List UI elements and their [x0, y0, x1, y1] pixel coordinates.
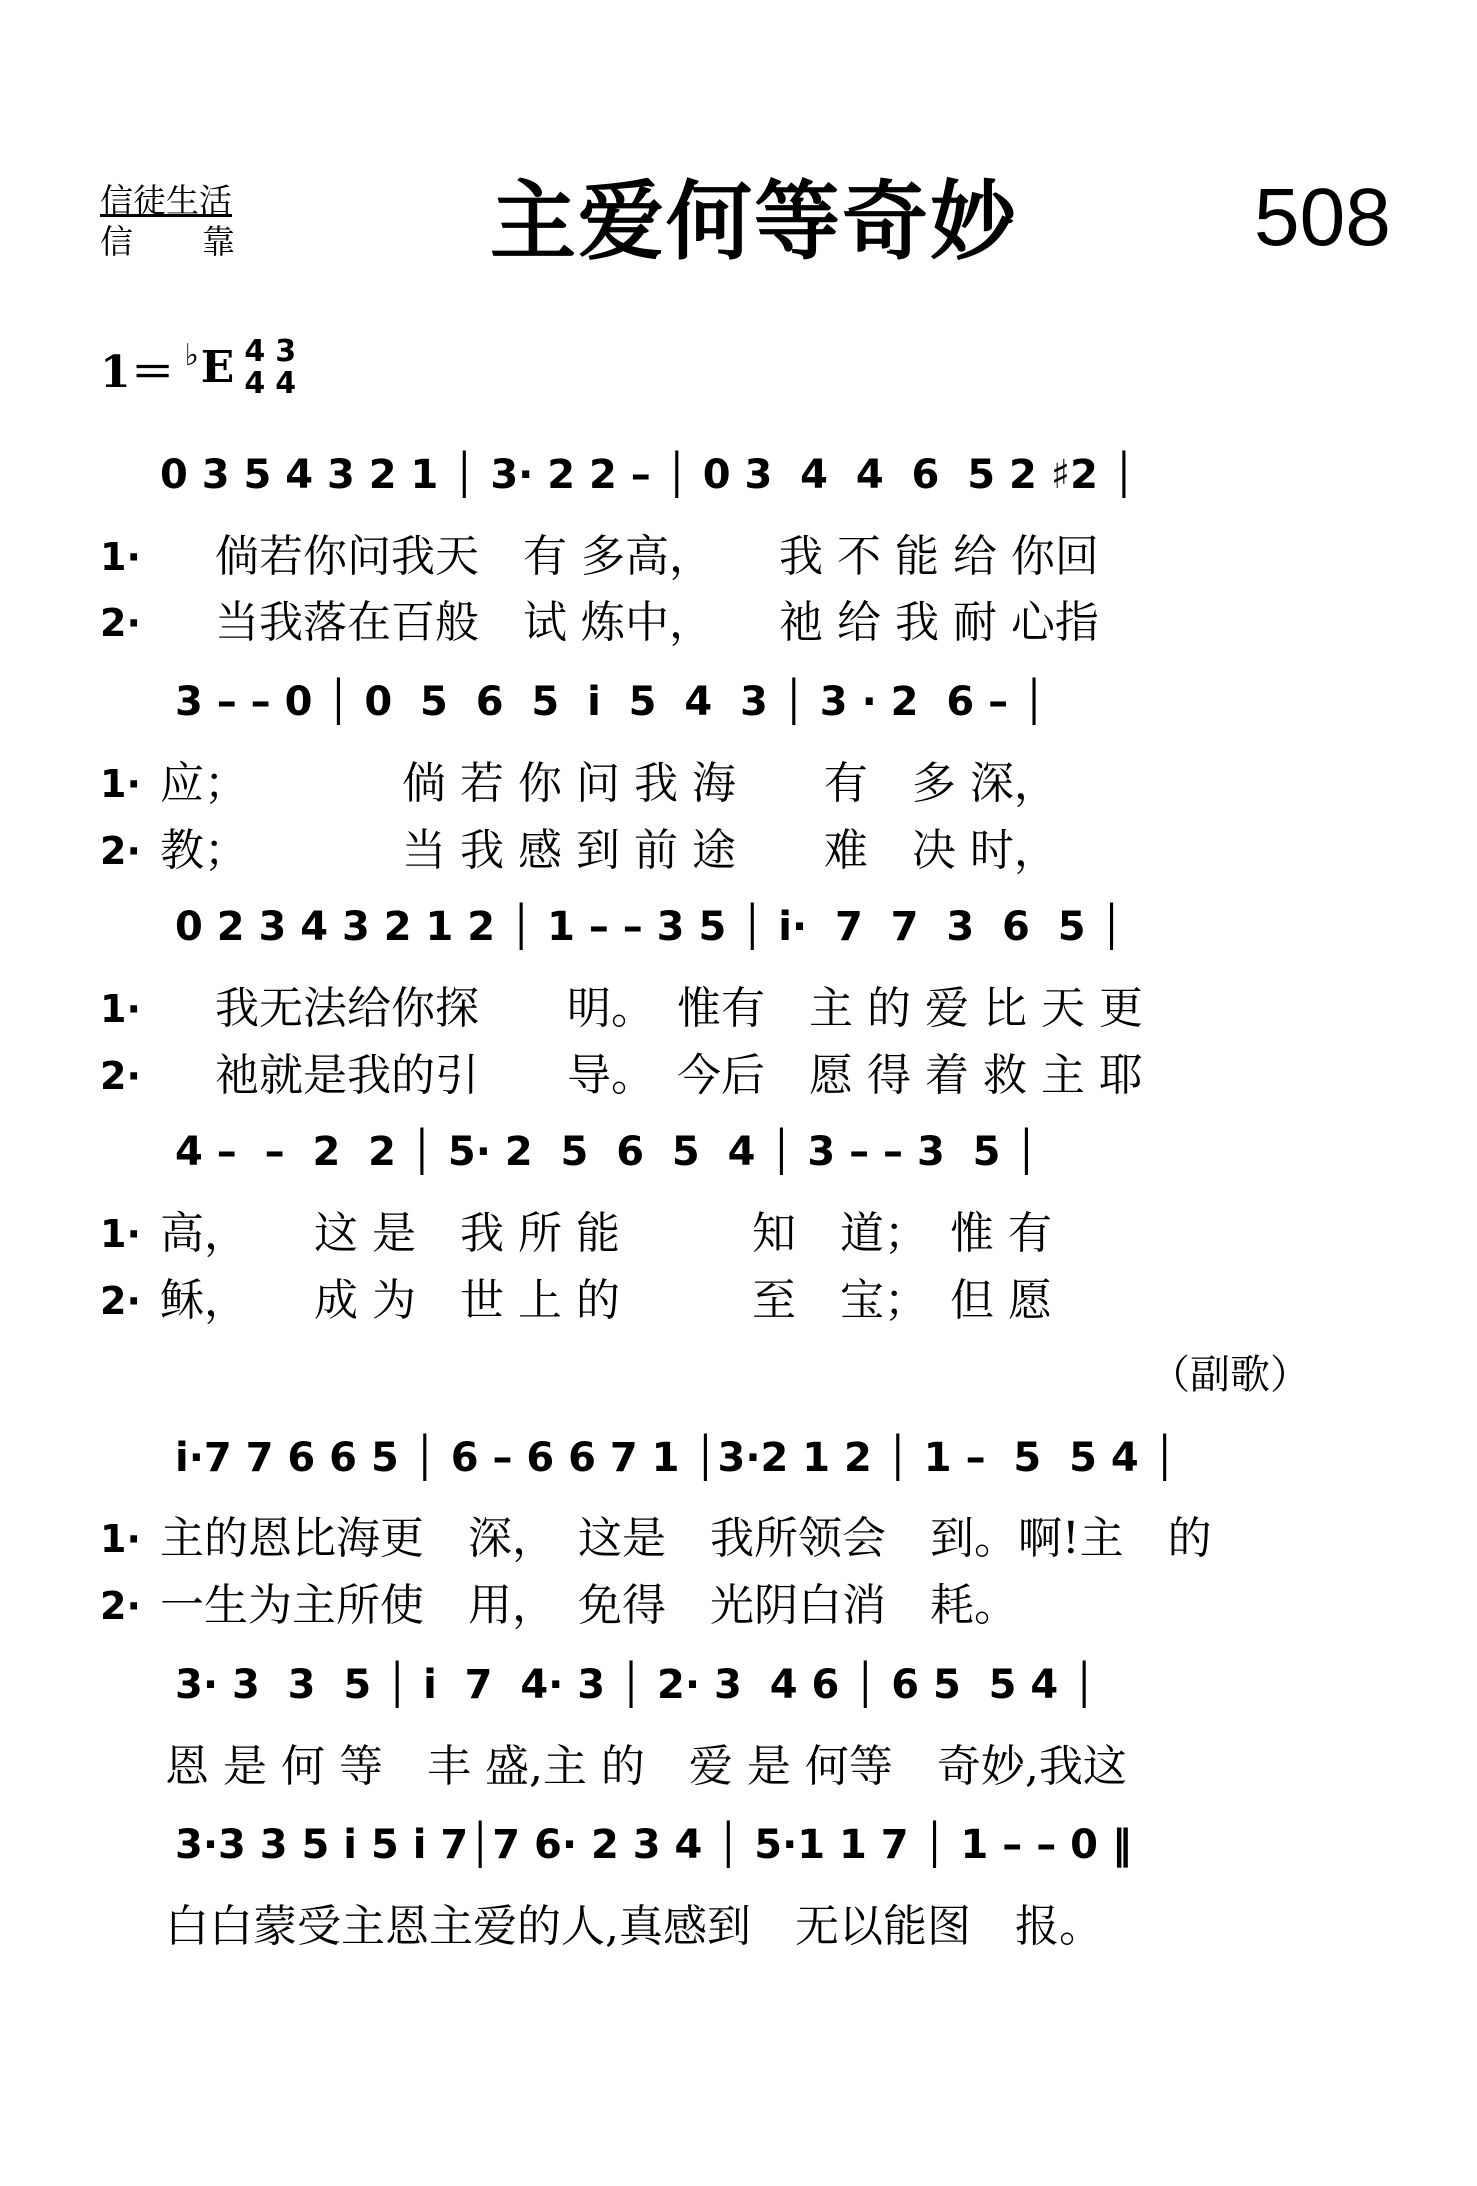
lyric-chorus-line-1: 恩 是 何 等 丰 盛,主 的 爱 是 何等 奇妙,我这 — [165, 1741, 1127, 1792]
verse-number: 1· — [100, 762, 141, 806]
notation-text: 3·3 3 5 i 5 i 7│7 6· 2 3 4 │ 5·1 1 7 │ 1 – – 0 ‖ — [175, 1822, 1132, 1868]
notation-text: 3 – – 0 │ 0 5 6 5 i 5 4 3 │ 3 · 2 6 – │ — [175, 679, 1047, 725]
notation-line-1 — [0, 445, 1477, 525]
verse-number: 2· — [100, 829, 141, 873]
hymn-title: 主爱何等奇妙 — [490, 171, 1018, 272]
time-signature-3-4 — [275, 333, 297, 401]
verse-number: 2· — [100, 1054, 141, 1098]
lyric-verse-1: 高， 这 是 我 所 能 知 道； 惟 有 — [160, 1208, 1052, 1259]
verse-number: 2· — [100, 1584, 141, 1628]
key-prefix: 1＝ — [100, 346, 175, 398]
lyric-verse-1: 应； 倘 若 你 问 我 海 有 多 深， — [160, 758, 1058, 809]
notation-line-4 — [0, 1122, 1477, 1202]
notation-text: 4 – – 2 2 │ 5· 2 5 6 5 4 │ 3 – – 3 5 │ — [175, 1129, 1039, 1175]
time1-bottom: 4 — [244, 365, 266, 401]
lyric-verse-1: 倘若你问我天 有 多高， 我 不 能 给 你回 — [215, 531, 1099, 582]
lyric-verse-2: 教； 当 我 感 到 前 途 难 决 时， — [160, 825, 1058, 876]
lyric-verse-1: 我无法给你探 明。 惟有 主 的 爱 比 天 更 — [215, 983, 1143, 1034]
verse-number: 1· — [100, 1517, 141, 1561]
notation-line-5 — [0, 1428, 1477, 1508]
time-signature-4-4 — [244, 333, 266, 401]
hymn-number: 508 — [1254, 172, 1391, 263]
lyric-chorus-line-2: 白白蒙受主恩主爱的人,真感到 无以能图 报。 — [165, 1901, 1103, 1952]
key-signature — [100, 330, 296, 405]
notation-text: i·7 7 6 6 5 │ 6 – 6 6 7 1 │3·2 1 2 │ 1 – 5 5 4 │ — [175, 1435, 1177, 1481]
lyric-verse-1: 主的恩比海更 深， 这是 我所领会 到。啊!主 的 — [160, 1513, 1212, 1564]
verse-number: 2· — [100, 601, 141, 645]
notation-line-2 — [0, 672, 1477, 752]
notation-line-6 — [0, 1655, 1477, 1735]
lyric-verse-2: 祂就是我的引 导。 今后 愿 得 着 救 主 耶 — [215, 1050, 1143, 1101]
notation-text: 0 2 3 4 3 2 1 2 │ 1 – – 3 5 │ i· 7 7 3 6 5 │ — [175, 904, 1124, 950]
lyric-verse-2: 当我落在百般 试 炼中， 祂 给 我 耐 心指 — [215, 597, 1099, 648]
lyric-verse-2: 一生为主所使 用， 免得 光阴白消 耗。 — [160, 1580, 1018, 1631]
time2-top: 3 — [275, 333, 297, 369]
key-note: E — [200, 342, 235, 393]
notation-line-7 — [0, 1815, 1477, 1895]
notation-line-3 — [0, 897, 1477, 977]
flat-sign: ♭ — [184, 338, 199, 373]
verse-number: 2· — [100, 1279, 141, 1323]
verse-number: 1· — [100, 987, 141, 1031]
time2-bottom: 4 — [275, 365, 297, 401]
notation-text: 0 3 5 4 3 2 1 │ 3· 2 2 – │ 0 3 4 4 6 5 2 ♯2 │ — [160, 452, 1136, 498]
verse-number: 1· — [100, 535, 141, 579]
lyric-verse-2: 稣， 成 为 世 上 的 至 宝； 但 愿 — [160, 1275, 1052, 1326]
chorus-label: （副歌） — [1150, 1352, 1310, 1398]
verse-number: 1· — [100, 1212, 141, 1256]
notation-text: 3· 3 3 5 │ i 7 4· 3 │ 2· 3 4 6 │ 6 5 5 4 │ — [175, 1662, 1097, 1708]
subcategory-label: 信 靠 — [100, 222, 253, 261]
category-label: 信徒生活 — [100, 181, 232, 220]
time1-top: 4 — [244, 333, 266, 369]
